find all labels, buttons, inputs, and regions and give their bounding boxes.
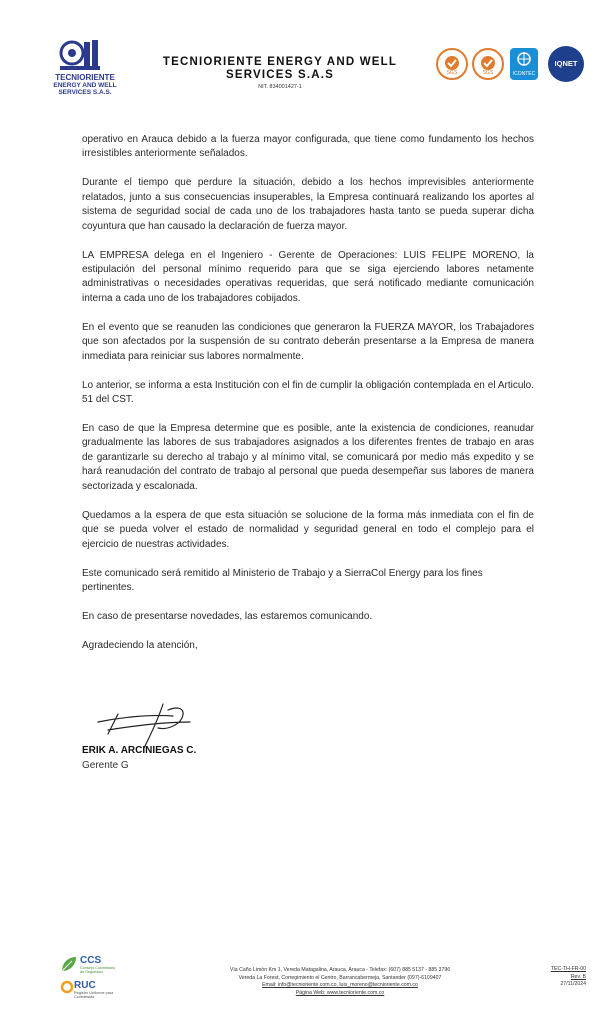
certification-logos — [436, 48, 586, 84]
company-name-line1: TECNIORIENTE ENERGY AND WELL — [162, 56, 398, 68]
gear-logo-icon — [58, 38, 102, 72]
company-logo — [50, 38, 117, 108]
company-header — [160, 56, 400, 90]
footer-address — [200, 967, 480, 997]
ring-icon — [60, 980, 74, 994]
ccs-logo — [60, 955, 120, 975]
paragraph: Lo anterior, se informa a esta Institución con el fin de cumplir la obligación contemplada en el Articulo. 51 del CST. — [82, 379, 534, 406]
document-code: TEC-TH-FR-00 — [550, 966, 586, 972]
company-nit: NIT. 834001427-1 — [258, 84, 302, 90]
paragraph: operativo en Arauca debido a la fuerza mayor configurada, que tiene como fundamento los hechos irresistibles anteriormente señalados. — [82, 134, 534, 160]
cert-label: SGS — [482, 70, 494, 76]
paragraph: Agradeciendo la atención, — [82, 639, 198, 651]
handwritten-signature — [78, 700, 228, 750]
logo-line: TECNIORIENTE — [55, 73, 115, 82]
company-name-line2: SERVICES S.A.S — [226, 69, 334, 81]
cert-label: ICONTEC — [512, 71, 536, 77]
letter-body — [82, 133, 534, 668]
logo-line: ENERGY AND WELL — [53, 81, 117, 89]
paragraph: Este comunicado será remitido al Ministerio de Trabajo y a SierraCol Energy para los fines pertinentes. — [82, 567, 483, 593]
ruc-label: RUC — [74, 980, 96, 991]
sgs-certification-icon — [436, 48, 468, 80]
website-link[interactable]: Página Web: www.tecnioriente.com.co — [295, 989, 385, 996]
icontec-certification-icon — [510, 48, 538, 80]
ruc-logo — [60, 980, 120, 1004]
signer-name: ERIK A. ARCINIEGAS C. — [82, 745, 197, 756]
paragraph: LA EMPRESA delega en el Ingeniero - Gerente de Operaciones: LUIS FELIPE MORENO, la estipulación del personal mínimo requerido para que se siga ejerciendo labores netamente administrativas o necesidades operativas requeridas, que será notificado mediante comunicación interna a cada uno de los trabajadores cobijados. — [82, 249, 534, 304]
signer-role: Gerente G — [82, 760, 129, 771]
paragraph: En caso de que la Empresa determine que es posible, ante la existencia de condiciones, reanudar gradualmente las labores de sus trabajadores asignados a los diferentes frentes de trabajo en aras de garantizarle su derecho al trabajo y al mínimo vital, se comunicará por medio más expedito y se hará reanudación del contrato de trabajo al personal que pueda desempeñar sus labores de manera sectorizada y escalonada. — [82, 423, 534, 492]
document-code-block — [526, 966, 586, 989]
ccs-label: CCS — [80, 955, 102, 966]
ccs-sublabel: Consejo Colombiano de Seguridad — [80, 966, 116, 974]
paragraph: En caso de presentarse novedades, las estaremos comunicando. — [82, 610, 373, 622]
leaf-icon — [60, 955, 78, 973]
paragraph: Quedamos a la espera de que esta situación se solucione de la forma más inmediata con el fin de que se pueda volver el estado de normalidad y seguridad general en todo el complejo para el ejercicio de nuestras actividades. — [82, 509, 534, 550]
cert-label: IQNET — [554, 59, 578, 68]
ruc-sublabel: Registro Uniforme para Contratistas — [74, 991, 114, 999]
globe-icon — [510, 50, 538, 70]
paragraph: En el evento que se reanuden las condiciones que generaron la FUERZA MAYOR, los Trabajadores que son afectados por la suspensión de su contrato deberán presentarse a la Empresa de manera inmediata para reiniciar sus labores normalmente. — [82, 321, 534, 362]
logo-line: SERVICES S.A.S. — [58, 89, 112, 96]
address-line: Vereda La Forest, Corregimiento el Centro, Barrancabermeja, Santander (097)-6109407 — [238, 974, 442, 981]
sgs-certification-icon — [472, 48, 504, 80]
cert-label: SGS — [446, 70, 458, 76]
document-date: 27/11/2024 — [560, 981, 586, 988]
iqnet-certification-icon — [548, 46, 584, 82]
email-line[interactable]: Email: info@tecnioriente.com.co, luis_moreno@tecnioriente.com.co — [262, 982, 418, 989]
document-revision: Rev. B — [570, 973, 586, 980]
logo-text — [50, 74, 120, 97]
address-line: Vía Caño Limón Km 1, Vereda Matagalina, Arauca, Arauca - Telefax: (607) 885 5137 - 885 3796 — [229, 967, 451, 973]
paragraph: Durante el tiempo que perdure la situación, debido a los hechos imprevisibles anteriormente relatados, junto a sus consecuencias insuperables, la Empresa continuará realizando los aportes al sistema de seguridad social de cada uno de los trabajadores hasta tanto se pueda superar dicha coyuntura que han causado la declaración de fuerza mayor. — [82, 177, 534, 232]
